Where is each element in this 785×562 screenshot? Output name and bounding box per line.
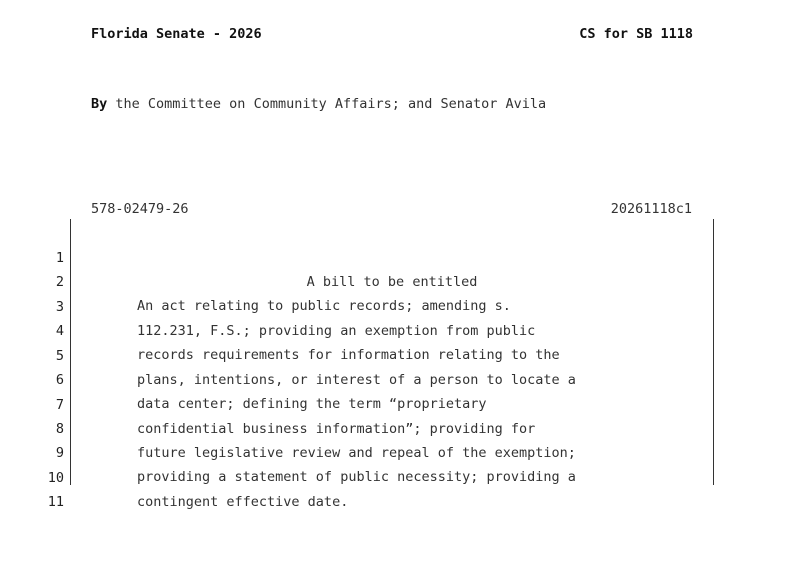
line-number: 9: [55, 445, 64, 461]
sponsor-line: [91, 96, 546, 112]
line-number: 1: [55, 250, 64, 266]
line-number: 11: [47, 494, 64, 510]
line-number: 4: [55, 323, 64, 339]
line-number: 3: [55, 299, 64, 315]
sponsor-by-label: By: [91, 96, 108, 112]
line-number: 2: [55, 274, 64, 290]
line-number: 7: [55, 397, 64, 413]
bill-code: 20261118c1: [610, 201, 692, 217]
line-text: providing a statement of public necessity; providing a: [137, 469, 576, 485]
line-text: confidential business information”; providing for: [137, 421, 536, 437]
bill-heading: A bill to be entitled: [306, 274, 478, 290]
line-text: plans, intentions, or interest of a person to locate a: [137, 372, 576, 388]
draft-code: 578-02479-26: [91, 201, 189, 217]
bill-line: [0, 222, 785, 290]
line-number: 5: [55, 348, 64, 364]
line-number: 10: [47, 470, 64, 486]
chamber-title: Florida Senate - 2026: [91, 26, 262, 42]
line-text: future legislative review and repeal of the exemption;: [137, 445, 576, 461]
bill-number: CS for SB 1118: [579, 26, 693, 42]
line-number: 8: [55, 421, 64, 437]
line-text: records requirements for information relating to the: [137, 347, 560, 363]
line-text: data center; defining the term “proprietary: [137, 396, 487, 412]
line-number: 6: [55, 372, 64, 388]
line-text: contingent effective date.: [137, 494, 349, 510]
line-text: 112.231, F.S.; providing an exemption from public: [137, 323, 536, 339]
sponsor-text: the Committee on Community Affairs; and Senator Avila: [107, 96, 547, 112]
line-text: An act relating to public records; amending s.: [137, 298, 511, 314]
